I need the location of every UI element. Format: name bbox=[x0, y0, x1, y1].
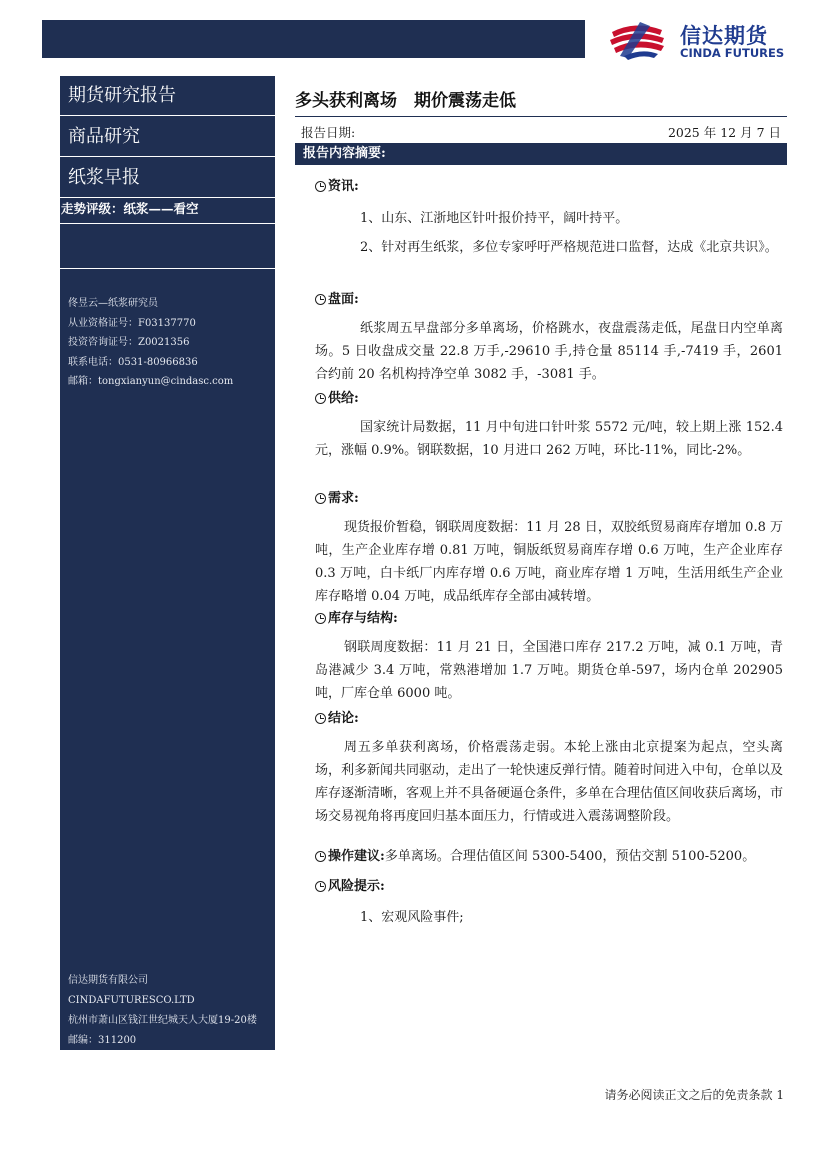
clock-icon bbox=[315, 493, 326, 504]
company-address: 杭州市萧山区钱江世纪城天人大厦19-20楼 bbox=[68, 1015, 257, 1026]
page-title: 多头获利离场 期价震荡走低 bbox=[295, 91, 516, 111]
section-risk bbox=[295, 877, 787, 929]
inventory-text: 钢联周度数据：11 月 21 日，全国港口库存 217.2 万吨，减 0.1 万吨，青岛港减少 3.4 万吨，常熟港增加 1.7 万吨。期货仓单-597，场内仓单 202905 吨，厂库仓单 6000 吨。 bbox=[315, 640, 783, 701]
header-bar bbox=[42, 20, 585, 58]
analyst-email[interactable]: 邮箱：tongxianyun@cindasc.com bbox=[68, 376, 234, 388]
analyst-phone: 联系电话：0531-80966836 bbox=[68, 356, 198, 368]
section-advice bbox=[295, 847, 787, 869]
section-heading: 风险提示: bbox=[295, 877, 787, 897]
section-news bbox=[295, 177, 787, 259]
clock-icon bbox=[315, 294, 326, 305]
advice-line bbox=[295, 847, 787, 869]
analyst-qualification: 从业资格证号：F03137770 bbox=[68, 317, 196, 329]
analyst-info bbox=[68, 294, 233, 392]
section-conclusion bbox=[295, 709, 787, 828]
section-heading: 需求: bbox=[295, 489, 787, 509]
section-heading: 盘面: bbox=[295, 290, 787, 310]
clock-icon bbox=[315, 393, 326, 404]
logo-icon bbox=[606, 18, 670, 62]
advice-text: 多单离场。合理估值区间 5300-5400，预估交割 5100-5200。 bbox=[384, 849, 756, 864]
market-text: 纸浆周五早盘部分多单离场，价格跳水，夜盘震荡走低，尾盘日内空单离场。5 日收盘成交量 22.8 万手,-29610 手,持仓量 85114 手,-7419 手，2601 合约前 20 名机构持净空单 3082 手，-3081 手。 bbox=[315, 321, 783, 382]
section-heading: 库存与结构: bbox=[295, 609, 787, 629]
section-market bbox=[295, 290, 787, 386]
conclusion-text: 周五多单获利离场，价格震荡走弱。本轮上涨由北京提案为起点，空头离场，利多新闻共同驱动，走出了一轮快速反弹行情。随着时间进入中旬，仓单以及库存逐渐清晰，客观上并不具备硬逼仓条件，多单在合理估值区间收获后离场，市场交易视角将再度回归基本面压力，行情或进入震荡调整阶段。 bbox=[315, 740, 784, 824]
clock-icon bbox=[315, 181, 326, 192]
company-info bbox=[68, 971, 257, 1051]
section-heading: 资讯: bbox=[295, 177, 787, 197]
company-name-en: CINDAFUTURESCO.LTD bbox=[68, 995, 195, 1006]
company-postcode: 邮编：311200 bbox=[68, 1035, 137, 1046]
advice-heading: 操作建议: bbox=[328, 849, 385, 864]
clock-icon bbox=[315, 613, 326, 624]
summary-header: 报告内容摘要: bbox=[295, 143, 787, 165]
analyst-consulting: 投资咨询证号：Z0021356 bbox=[68, 337, 190, 349]
clock-icon bbox=[315, 851, 326, 862]
supply-text: 国家统计局数据，11 月中旬进口针叶浆 5572 元/吨，较上期上涨 152.4 元，涨幅 0.9%。钢联数据，10 月进口 262 万吨，环比-11%，同比-2%。 bbox=[315, 420, 783, 458]
clock-icon bbox=[315, 713, 326, 724]
company-name-cn: 信达期货有限公司 bbox=[68, 975, 148, 986]
logo-name-cn: 信达期货 bbox=[680, 24, 768, 48]
news-item-2: 2、针对再生纸浆，多位专家呼吁严格规范进口监督，达成《北京共识》。 bbox=[360, 240, 778, 255]
sidebar-divider bbox=[60, 268, 275, 269]
risk-item-1: 1、宏观风险事件; bbox=[360, 910, 464, 925]
sidebar bbox=[60, 76, 275, 1050]
report-type: 期货研究报告 bbox=[60, 76, 275, 116]
section-demand bbox=[295, 489, 787, 608]
rating-value: 纸浆——看空 bbox=[123, 201, 199, 216]
section-inventory bbox=[295, 609, 787, 705]
rating-label: 走势评级： bbox=[61, 201, 124, 216]
clock-icon bbox=[315, 881, 326, 892]
company-logo bbox=[606, 18, 796, 62]
logo-name-en: CINDA FUTURES bbox=[680, 46, 785, 60]
disclaimer-footer: 请务必阅读正文之后的免责条款 1 bbox=[604, 1088, 784, 1102]
date-value: 2025 年 12 月 7 日 bbox=[667, 125, 781, 140]
title-divider bbox=[295, 116, 787, 117]
demand-text: 现货报价暂稳，钢联周度数据：11 月 28 日，双胶纸贸易商库存增加 0.8 万吨，生产企业库存增 0.81 万吨，铜版纸贸易商库存增 0.6 万吨，生产企业库存 0.3 万吨，白卡纸厂内库存增 0.6 万吨，商业库存增 1 万吨，生活用纸生产企业库存略增 0.04 万吨，成品纸库存全部由减转增。 bbox=[315, 520, 783, 604]
section-supply bbox=[295, 389, 787, 462]
section-heading: 结论: bbox=[295, 709, 787, 729]
section-heading: 供给: bbox=[295, 389, 787, 409]
news-item-1: 1、山东、江浙地区针叶报价持平，阔叶持平。 bbox=[360, 211, 629, 226]
report-category: 商品研究 bbox=[60, 117, 275, 157]
analyst-name: 佟昱云—纸浆研究员 bbox=[68, 298, 158, 309]
report-subcategory: 纸浆早报 bbox=[60, 158, 275, 198]
date-label: 报告日期: bbox=[301, 125, 356, 140]
trend-rating bbox=[60, 198, 275, 224]
